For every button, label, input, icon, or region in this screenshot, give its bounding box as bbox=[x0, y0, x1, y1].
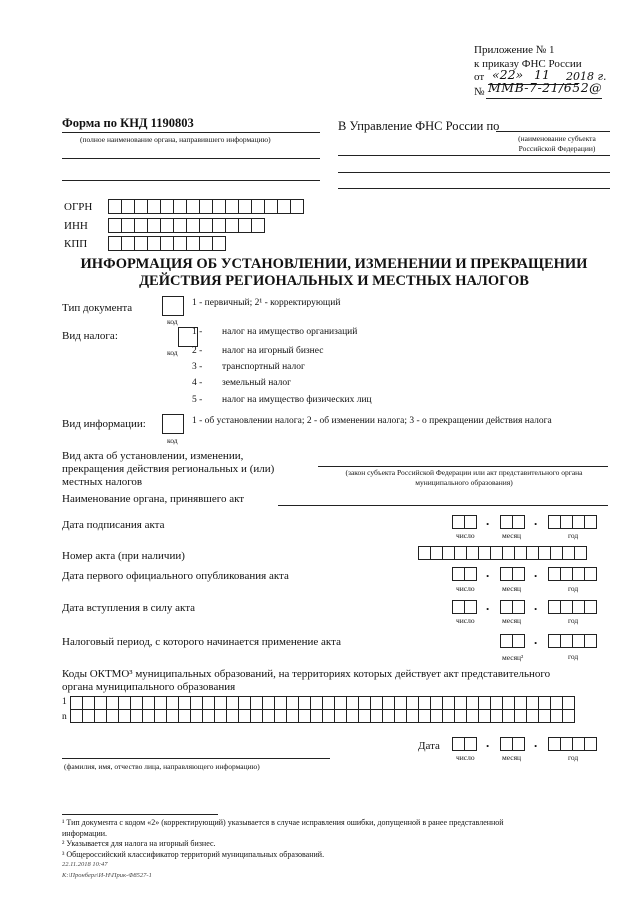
sender-name-line[interactable] bbox=[62, 132, 320, 133]
form-code: Форма по КНД 1190803 bbox=[62, 116, 194, 130]
doc-type-box[interactable] bbox=[162, 296, 184, 316]
oktmo-label bbox=[62, 668, 550, 694]
tax-option-1: налог на имущество организаций bbox=[222, 327, 358, 337]
footnote-separator bbox=[62, 814, 218, 815]
tax-option-2-num: 2 - bbox=[192, 346, 203, 356]
tax-option-4-num: 4 - bbox=[192, 378, 203, 388]
tax-period-year-caption: год bbox=[568, 652, 579, 661]
act-number-cells[interactable] bbox=[418, 546, 586, 560]
sign-date-year-caption: год bbox=[568, 531, 579, 540]
footnotes bbox=[62, 818, 612, 881]
act-type-label bbox=[62, 450, 274, 489]
recipient-line-4[interactable] bbox=[338, 188, 610, 189]
effective-date-month[interactable] bbox=[500, 600, 524, 614]
final-date-day-caption: число bbox=[456, 753, 475, 762]
tax-period-label: Налоговый период, с которого начинается применение акта bbox=[62, 636, 341, 648]
appendix-year: 2018 г. bbox=[566, 70, 607, 83]
tax-period-month-caption: месяц² bbox=[502, 653, 524, 662]
signer-line[interactable] bbox=[62, 758, 330, 759]
appendix-number: ММВ-7-21/652@ bbox=[488, 80, 603, 95]
print-stamp-1: 22.11.2018 10:47 bbox=[62, 861, 108, 868]
doc-type-options: 1 - первичный; 2¹ - корректирующий bbox=[192, 298, 341, 308]
tax-option-1-num: 1 - bbox=[192, 327, 203, 337]
sign-date-day[interactable] bbox=[452, 515, 476, 529]
act-type-line2: прекращения действия региональных и (или) bbox=[62, 463, 275, 475]
sign-date-label: Дата подписания акта bbox=[62, 519, 165, 531]
appendix-day: «22» bbox=[492, 67, 524, 82]
oktmo-row-1-cells[interactable] bbox=[70, 696, 574, 710]
act-type-line3: местных налогов bbox=[62, 476, 143, 488]
kpp-cells[interactable] bbox=[108, 236, 225, 251]
ogrn-label: ОГРН bbox=[64, 201, 93, 213]
effective-date-label: Дата вступления в силу акта bbox=[62, 602, 196, 614]
oktmo-line1: Коды ОКТМО³ муниципальных образований, на территориях которых действует акт представительного bbox=[62, 668, 551, 680]
recipient-line-3[interactable] bbox=[338, 172, 610, 173]
act-number-label: Номер акта (при наличии) bbox=[62, 550, 185, 562]
info-type-label: Вид информации: bbox=[62, 418, 146, 430]
tax-option-5-num: 5 - bbox=[192, 395, 203, 405]
kpp-label: КПП bbox=[64, 238, 88, 250]
appendix-line1: Приложение № 1 bbox=[474, 44, 555, 56]
inn-label: ИНН bbox=[64, 220, 88, 232]
publish-date-day[interactable] bbox=[452, 567, 476, 581]
doc-type-code: код bbox=[167, 317, 178, 326]
sign-date-year[interactable] bbox=[548, 515, 596, 529]
effective-date-day[interactable] bbox=[452, 600, 476, 614]
title-line2: ДЕЙСТВИЯ РЕГИОНАЛЬНЫХ И МЕСТНЫХ НАЛОГОВ bbox=[139, 273, 529, 289]
inn-cells[interactable] bbox=[108, 218, 264, 233]
tax-period-month[interactable] bbox=[500, 634, 524, 648]
publish-date-label: Дата первого официального опубликования акта bbox=[62, 570, 289, 582]
publish-date-year-caption: год bbox=[568, 584, 579, 593]
sender-name-line-3[interactable] bbox=[62, 180, 320, 181]
signer-caption: (фамилия, имя, отчество лица, направляющего информацию) bbox=[64, 762, 260, 771]
appendix-from-prefix: от bbox=[474, 71, 485, 83]
oktmo-row-n-cells[interactable] bbox=[70, 709, 574, 723]
act-type-line1: Вид акта об установлении, изменении, bbox=[62, 450, 244, 462]
tax-option-3: транспортный налог bbox=[222, 362, 305, 372]
info-type-code: код bbox=[167, 436, 178, 445]
org-name-line[interactable] bbox=[278, 505, 608, 506]
sender-caption: (полное наименование органа, направившего информацию) bbox=[80, 135, 271, 144]
oktmo-line2: органа муниципального образования bbox=[62, 681, 236, 693]
final-date-year-caption: год bbox=[568, 753, 579, 762]
publish-date-month[interactable] bbox=[500, 567, 524, 581]
recipient-line-2[interactable] bbox=[338, 155, 610, 156]
tax-type-code: код bbox=[167, 348, 178, 357]
effective-date-day-caption: число bbox=[456, 616, 475, 625]
final-date-label: Дата bbox=[418, 740, 440, 752]
sign-date-month[interactable] bbox=[500, 515, 524, 529]
act-type-line[interactable] bbox=[318, 466, 608, 467]
final-date-year[interactable] bbox=[548, 737, 596, 751]
org-name-label: Наименование органа, принявшего акт bbox=[62, 493, 245, 505]
effective-date-month-caption: месяц bbox=[502, 616, 522, 625]
footnote-2: ² Указывается для налога на игорный бизнес. bbox=[62, 839, 216, 848]
effective-date-year-caption: год bbox=[568, 616, 579, 625]
tax-option-2: налог на игорный бизнес bbox=[222, 346, 324, 356]
publish-date-day-caption: число bbox=[456, 584, 475, 593]
print-stamp-2: К:\Пронберг\И-Н\Прик-Ф8527-1 bbox=[62, 871, 152, 879]
page-title bbox=[60, 256, 608, 290]
effective-date-year[interactable] bbox=[548, 600, 596, 614]
tax-period-year[interactable] bbox=[548, 634, 596, 648]
footnote-1: ¹ Тип документа с кодом «2» (корректирующий) указывается в случае исправления ошибки, допущенной в ранее представленной bbox=[62, 818, 504, 827]
tax-option-3-num: 3 - bbox=[192, 362, 203, 372]
ogrn-cells[interactable] bbox=[108, 199, 303, 214]
appendix-line2: к приказу ФНС России bbox=[474, 58, 582, 70]
recipient-name-line[interactable] bbox=[496, 131, 610, 132]
info-type-box[interactable] bbox=[162, 414, 184, 434]
sign-date-month-caption: месяц bbox=[502, 531, 522, 540]
act-type-caption: (закон субъекта Российской Федерации или акт представительного органа муниципального образования) bbox=[345, 468, 583, 487]
recipient-caption: (наименование субъекта Российской Федерации) bbox=[518, 134, 596, 153]
appendix-month: 11 bbox=[534, 67, 550, 82]
tax-option-4: земельный налог bbox=[222, 378, 291, 388]
publish-date-month-caption: месяц bbox=[502, 584, 522, 593]
sender-name-line-2[interactable] bbox=[62, 158, 320, 159]
final-date-month-caption: месяц bbox=[502, 753, 522, 762]
publish-date-year[interactable] bbox=[548, 567, 596, 581]
appendix-num-prefix: № bbox=[474, 86, 485, 98]
final-date-day[interactable] bbox=[452, 737, 476, 751]
recipient-label: В Управление ФНС России по bbox=[338, 119, 500, 133]
doc-type-label: Тип документа bbox=[62, 302, 133, 314]
oktmo-row-1-label: 1 bbox=[62, 697, 67, 707]
tax-option-5: налог на имущество физических лиц bbox=[222, 395, 372, 405]
footnote-3: ³ Общероссийский классификатор территорий муниципальных образований. bbox=[62, 849, 325, 859]
title-line1: ИНФОРМАЦИЯ ОБ УСТАНОВЛЕНИИ, ИЗМЕНЕНИИ И ПРЕКРАЩЕНИИ bbox=[80, 256, 588, 272]
info-type-options: 1 - об установлении налога; 2 - об изменении налога; 3 - о прекращении действия налога bbox=[192, 416, 552, 426]
oktmo-row-n-label: n bbox=[62, 712, 67, 722]
footnote-1-cont: информации. bbox=[62, 828, 108, 838]
tax-type-label: Вид налога: bbox=[62, 330, 118, 342]
final-date-month[interactable] bbox=[500, 737, 524, 751]
sign-date-day-caption: число bbox=[456, 531, 475, 540]
